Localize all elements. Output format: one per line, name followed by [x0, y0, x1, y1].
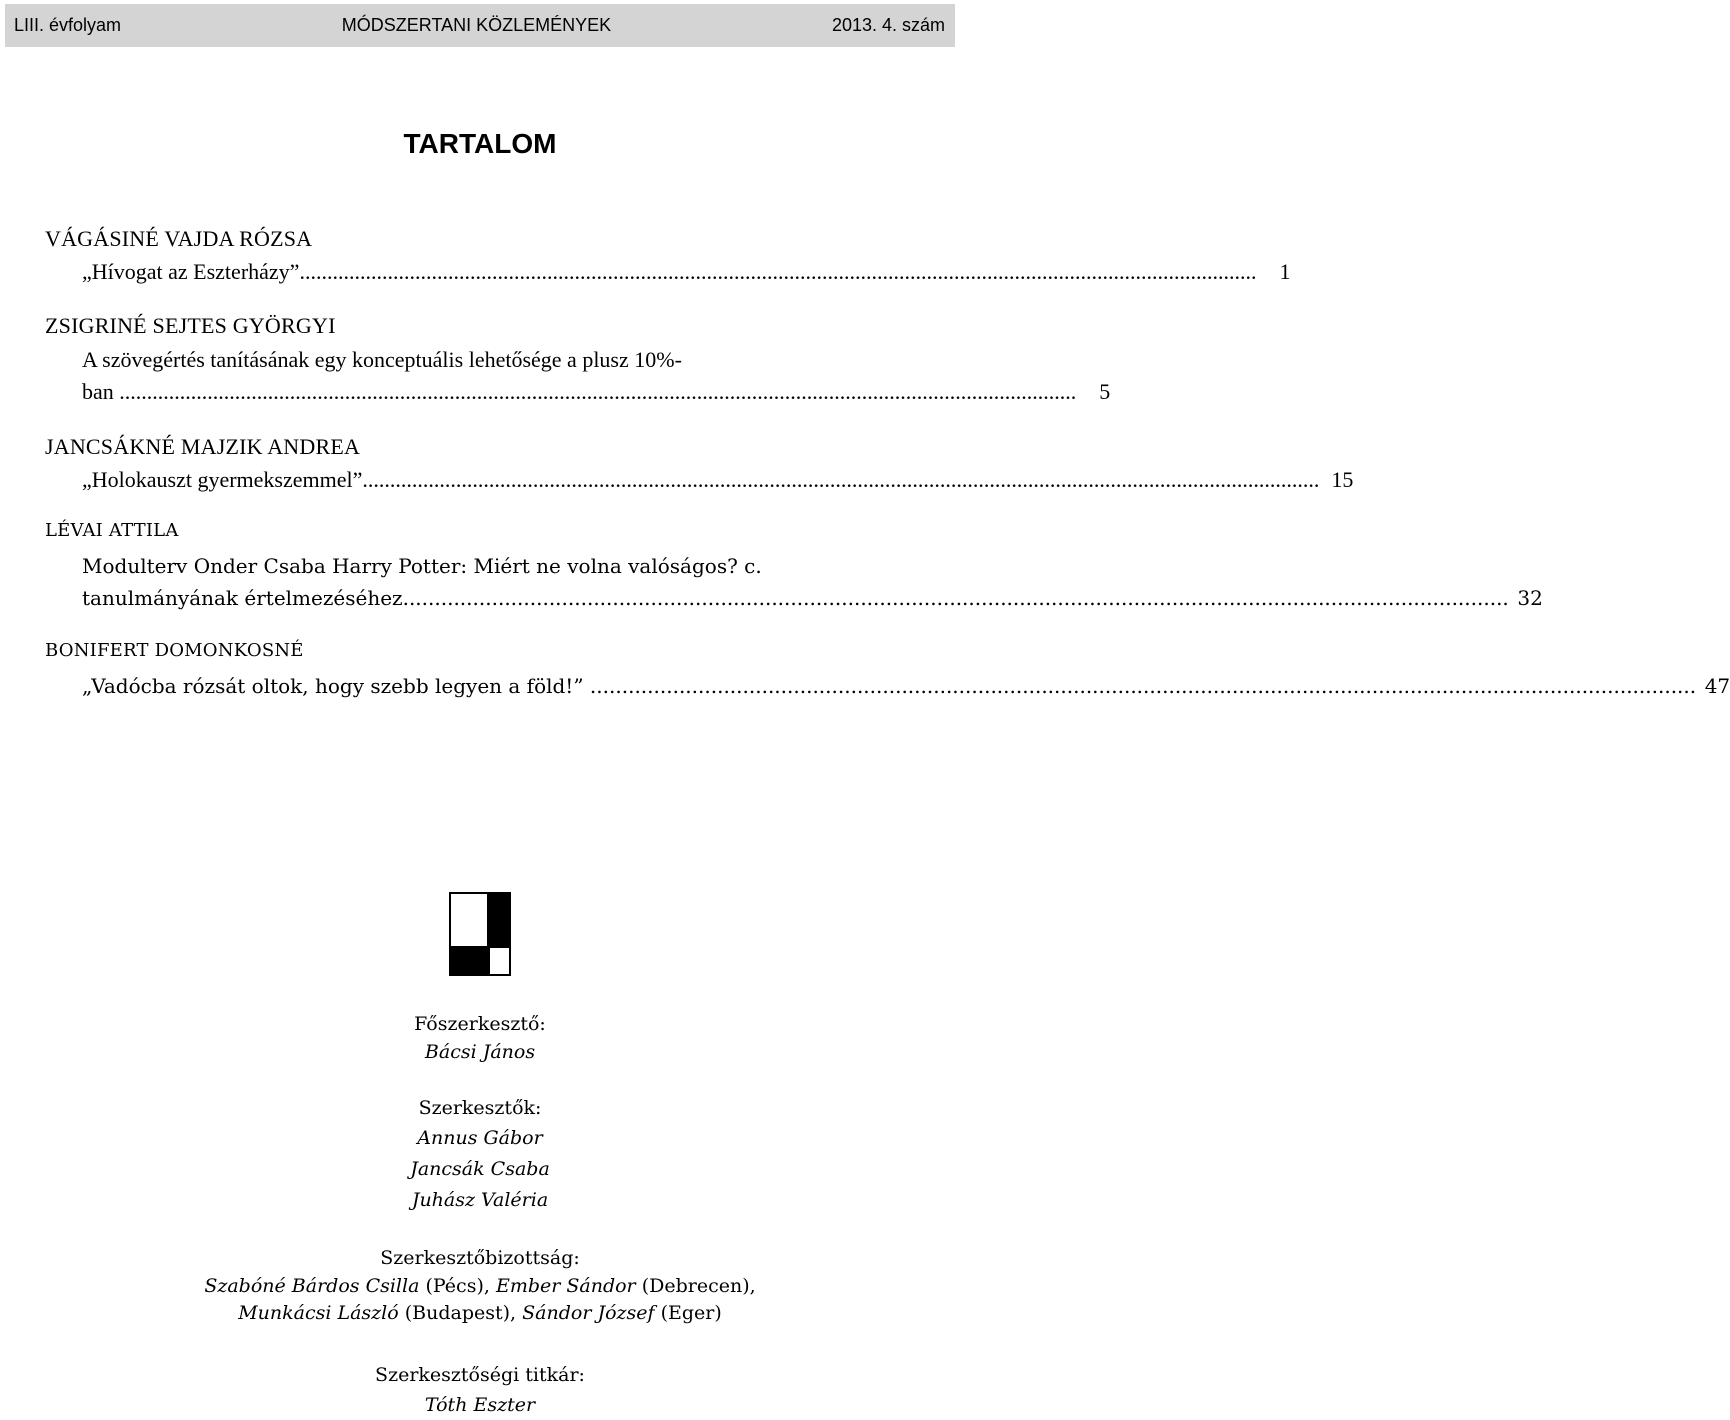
leader-dots: .............................................................................................................................................................................. — [113, 379, 1077, 404]
logo-block-top-right — [487, 894, 509, 946]
toc-page-5: 47 — [1704, 674, 1730, 698]
toc-title-5: „Vadócba rózsát oltok, hogy szebb legyen a föld!” — [82, 674, 584, 698]
leader-dots: .............................................................................................................................................................................. — [583, 674, 1697, 698]
volume-label: LIII. évfolyam — [14, 15, 122, 35]
journal-logo — [449, 892, 511, 976]
toc-author-2: ZSIGRINÉ SEJTES GYÖRGYI — [45, 313, 336, 338]
board-member-name: Ember Sándor — [495, 1275, 636, 1297]
toc-title-2b: ban — [82, 379, 114, 404]
board-line-1 — [0, 1273, 960, 1300]
board-member-name: Munkácsi László — [238, 1302, 399, 1324]
toc-title-4b: tanulmányának értelmezéséhez — [82, 586, 403, 610]
toc-page-3: 15 — [1331, 467, 1354, 492]
board-line-2 — [0, 1300, 960, 1327]
chief-editor-block — [0, 1010, 960, 1066]
secretary-block — [0, 1360, 960, 1420]
board-member-name: Sándor József — [522, 1302, 655, 1324]
board-member-place: (Budapest), — [404, 1302, 517, 1324]
secretary-name: Tóth Eszter — [424, 1394, 536, 1416]
board-member-name: Szabóné Bárdos Csilla — [204, 1275, 420, 1297]
editor-name: Annus Gábor — [417, 1127, 543, 1149]
toc-entry-4[interactable] — [82, 550, 1543, 614]
toc-entry-1[interactable] — [82, 256, 1291, 288]
chief-editor-label: Főszerkesztő: — [414, 1013, 546, 1035]
logo-divider-vertical — [488, 894, 490, 974]
toc-title-1: „Hívogat az Eszterházy” — [82, 259, 300, 284]
chief-editor-name: Bácsi János — [424, 1041, 536, 1063]
toc-entry-2[interactable] — [82, 344, 1111, 408]
editors-label: Szerkesztők: — [418, 1097, 542, 1119]
board-member-place: (Eger) — [660, 1302, 722, 1324]
toc-author-5: BONIFERT DOMONKOSNÉ — [45, 640, 304, 661]
toc-author-4: LÉVAI ATTILA — [45, 520, 179, 541]
board-member-place: (Pécs), — [425, 1275, 490, 1297]
leader-dots: .............................................................................................................................................................................. — [362, 467, 1320, 492]
logo-block-bottom-left — [451, 946, 489, 974]
toc-title-4a: Modulterv Onder Csaba Harry Potter: Miért ne volna valóságos? c. — [82, 554, 762, 578]
page-title: TARTALOM — [403, 128, 557, 159]
editor-name: Jancsák Csaba — [410, 1158, 550, 1180]
logo-divider-horizontal — [451, 946, 509, 948]
toc-entry-3[interactable] — [82, 464, 1354, 496]
journal-header — [5, 4, 955, 47]
toc-page-4: 32 — [1517, 586, 1543, 610]
secretary-label: Szerkesztőségi titkár: — [375, 1364, 585, 1386]
editorial-board-block — [0, 1243, 960, 1327]
toc-page-2: 5 — [1099, 379, 1111, 404]
toc-title-2a: A szövegértés tanításának egy konceptuális lehetősége a plusz 10%- — [82, 347, 682, 372]
board-label: Szerkesztőbizottság: — [380, 1247, 580, 1269]
toc-entry-5[interactable] — [82, 670, 1730, 702]
issue-label: 2013. 4. szám — [831, 15, 945, 35]
toc-page-1: 1 — [1279, 259, 1291, 284]
journal-name: MÓDSZERTANI KÖZLEMÉNYEK — [341, 15, 612, 35]
toc-author-1: VÁGÁSINÉ VAJDA RÓZSA — [45, 226, 313, 251]
toc-author-3: JANCSÁKNÉ MAJZIK ANDREA — [45, 434, 361, 459]
editors-block — [0, 1093, 960, 1216]
leader-dots: .............................................................................................................................................................................. — [299, 259, 1257, 284]
leader-dots: .............................................................................................................................................................................. — [402, 586, 1509, 610]
toc-title-3: „Holokauszt gyermekszemmel” — [82, 467, 363, 492]
board-member-place: (Debrecen), — [641, 1275, 756, 1297]
editor-name: Juhász Valéria — [411, 1189, 549, 1211]
